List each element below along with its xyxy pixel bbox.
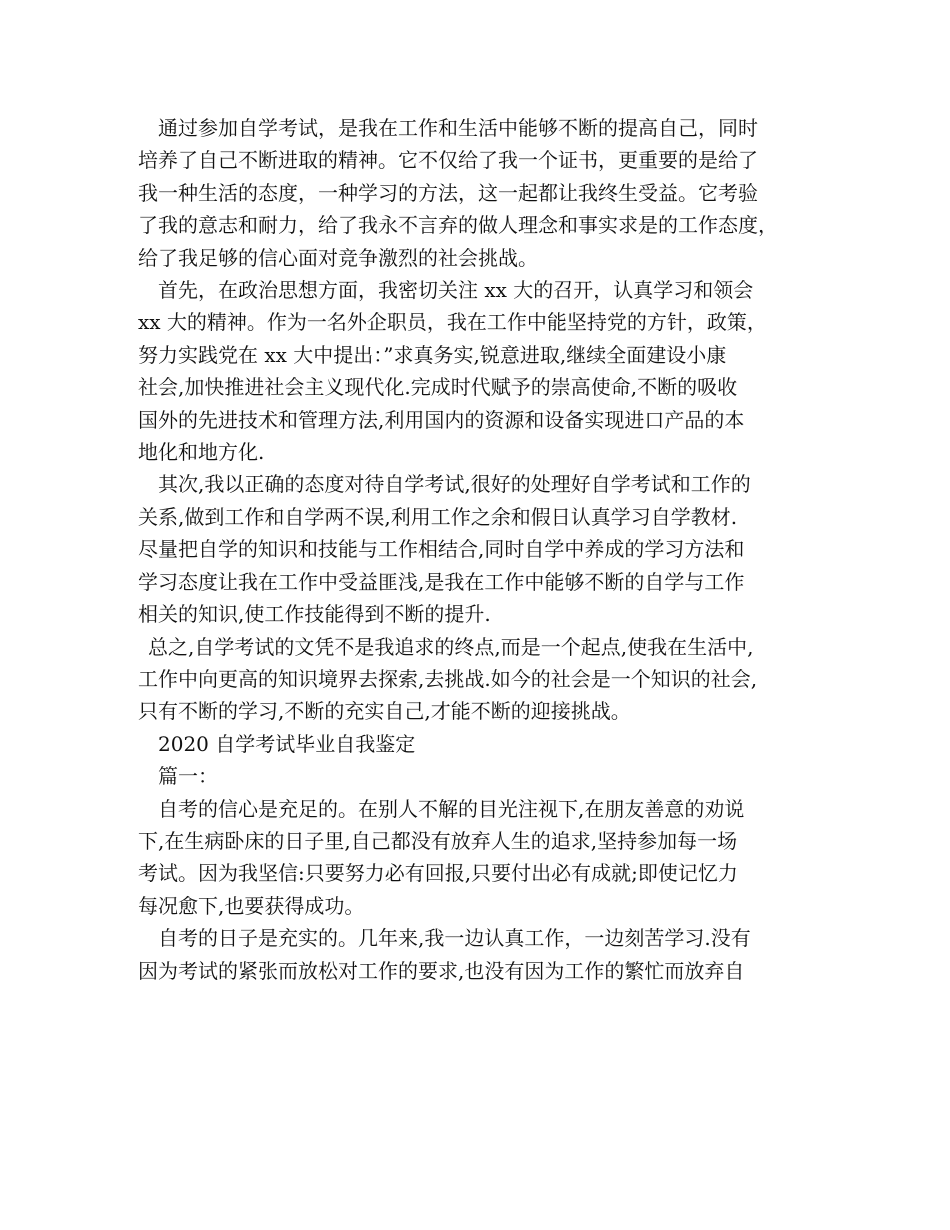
text-line: 关系,做到工作和自学两不误,利用工作之余和假日认真学习自学教材. [138,504,738,529]
text-line: 自考的日子是充实的。几年来,我一边认真工作，一边刻苦学习.没有 [158,926,751,951]
paragraph-3 [138,468,814,630]
text-line: 自考的信心是充足的。在别人不解的目光注视下,在朋友善意的劝说 [158,796,745,821]
text-line: 考试。因为我坚信:只要努力必有回报,只要付出必有成就;即使记忆力 [138,861,738,886]
text-line: 2020 自学考试毕业自我鉴定 [158,731,416,756]
text-line: 总之,自学考试的文凭不是我追求的终点,而是一个起点,使我在生活中, [148,634,754,659]
text-line: 我一种生活的态度，一种学习的方法，这一起都让我终生受益。它考验 [138,180,758,205]
text-line: 首先，在政治思想方面，我密切关注 xx 大的召开，认真学习和领会 [158,278,754,303]
text-line: 因为考试的紧张而放松对工作的要求,也没有因为工作的繁忙而放弃自 [138,958,745,983]
text-line: 培养了自己不断进取的精神。它不仅给了我一个证书，更重要的是给了 [138,148,758,173]
text-line: 其次,我以正确的态度对待自学考试,很好的处理好自学考试和工作的 [158,472,751,497]
text-line: 每况愈下,也要获得成功。 [138,893,365,918]
paragraph-2 [138,274,814,468]
text-line: 学习态度让我在工作中受益匪浅,是我在工作中能够不断的自学与工作 [138,569,745,594]
section-subtitle [138,760,814,792]
text-line: 国外的先进技术和管理方法,利用国内的资源和设备实现进口产品的本 [138,407,745,432]
text-line: 了我的意志和耐力，给了我永不言弃的做人理念和事实求是的工作态度， [138,213,778,238]
text-line: 通过参加自学考试，是我在工作和生活中能够不断的提高自己，同时 [158,116,758,140]
text-line: 社会,加快推进社会主义现代化.完成时代赋予的崇高使命,不断的吸收 [138,375,738,400]
text-line: 尽量把自学的知识和技能与工作相结合,同时自学中养成的学习方法和 [138,537,745,562]
text-line: 只有不断的学习,不断的充实自己,才能不断的迎接挑战。 [138,699,631,724]
text-line: 相关的知识,使工作技能得到不断的提升. [138,602,491,627]
document-body [138,112,814,987]
text-line: 篇一： [158,764,218,789]
section-title [138,728,814,760]
text-line: 工作中向更高的知识境界去探索,去挑战.如今的社会是一个知识的社会, [138,666,758,691]
text-line: xx 大的精神。作为一名外企职员，我在工作中能坚持党的方针，政策， [138,310,767,335]
paragraph-7 [138,793,814,923]
paragraph-1 [138,112,814,274]
text-line: 努力实践党在 xx 大中提出：”求真务实,锐意进取,继续全面建设小康 [138,342,727,367]
text-line: 下,在生病卧床的日子里,自己都没有放弃人生的追求,坚持参加每一场 [138,828,738,853]
paragraph-8 [138,922,814,987]
text-line: 给了我足够的信心面对竞争激烈的社会挑战。 [138,245,538,270]
text-line: 地化和地方化. [138,440,265,465]
paragraph-4 [138,631,814,728]
